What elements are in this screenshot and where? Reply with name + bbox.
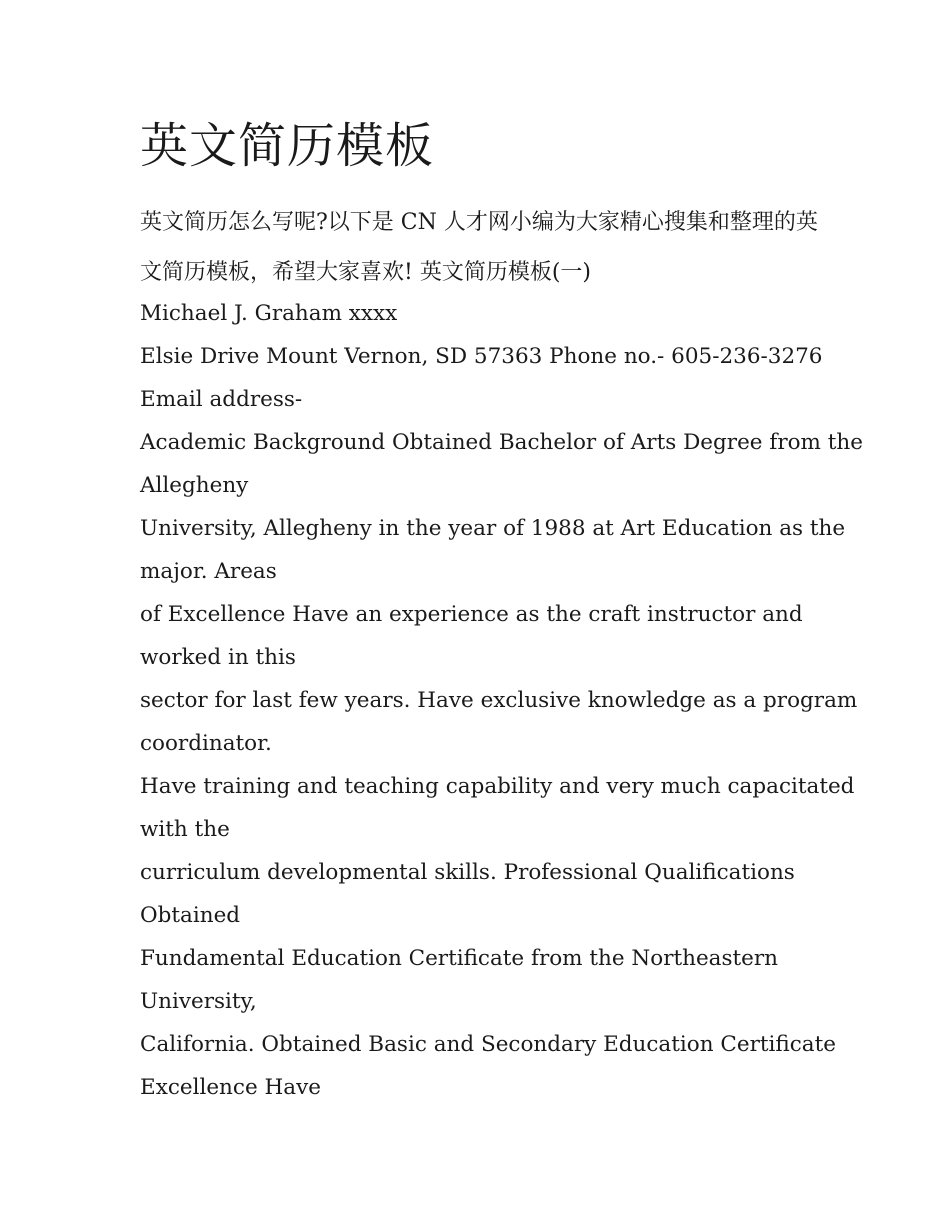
text-line: with the (140, 817, 230, 842)
text-line: University, (140, 989, 257, 1014)
text-line: curriculum developmental skills. Professional Qualifications (140, 860, 795, 885)
intro-paragraph: 英文简历怎么写呢?以下是 CN 人才网小编为大家精心搜集和整理的英文简历模板，希望大家喜欢! 英文简历模板(一) (140, 210, 818, 285)
text-line: worked in this (140, 645, 296, 670)
text-line: Excellence Have (140, 1075, 321, 1100)
text-line: Academic Background Obtained Bachelor of Arts Degree from the (140, 430, 863, 455)
text-line: sector for last few years. Have exclusive knowledge as a program (140, 688, 858, 713)
text-line: Fundamental Education Certificate from the Northeastern (140, 946, 779, 971)
text-line: Michael J. Graham xxxx (140, 301, 398, 326)
text-line: coordinator. (140, 731, 272, 756)
text-line: Elsie Drive Mount Vernon, SD 57363 Phone no.- 605-236-3276 (140, 344, 823, 369)
text-line: Have training and teaching capability and very much capacitated (140, 774, 855, 799)
text-line: of Excellence Have an experience as the craft instructor and (140, 602, 803, 627)
document-page (140, 112, 863, 1109)
text-line: University, Allegheny in the year of 1988 at Art Education as the (140, 516, 846, 541)
resume-body (140, 292, 863, 1109)
text-line: California. Obtained Basic and Secondary Education Certificate (140, 1032, 836, 1057)
text-line: Allegheny (140, 473, 249, 498)
text-line: Email address- (140, 387, 303, 412)
document-title: 英文简历模板 (140, 118, 435, 174)
text-line: Obtained (140, 903, 241, 928)
text-line: major. Areas (140, 559, 277, 584)
